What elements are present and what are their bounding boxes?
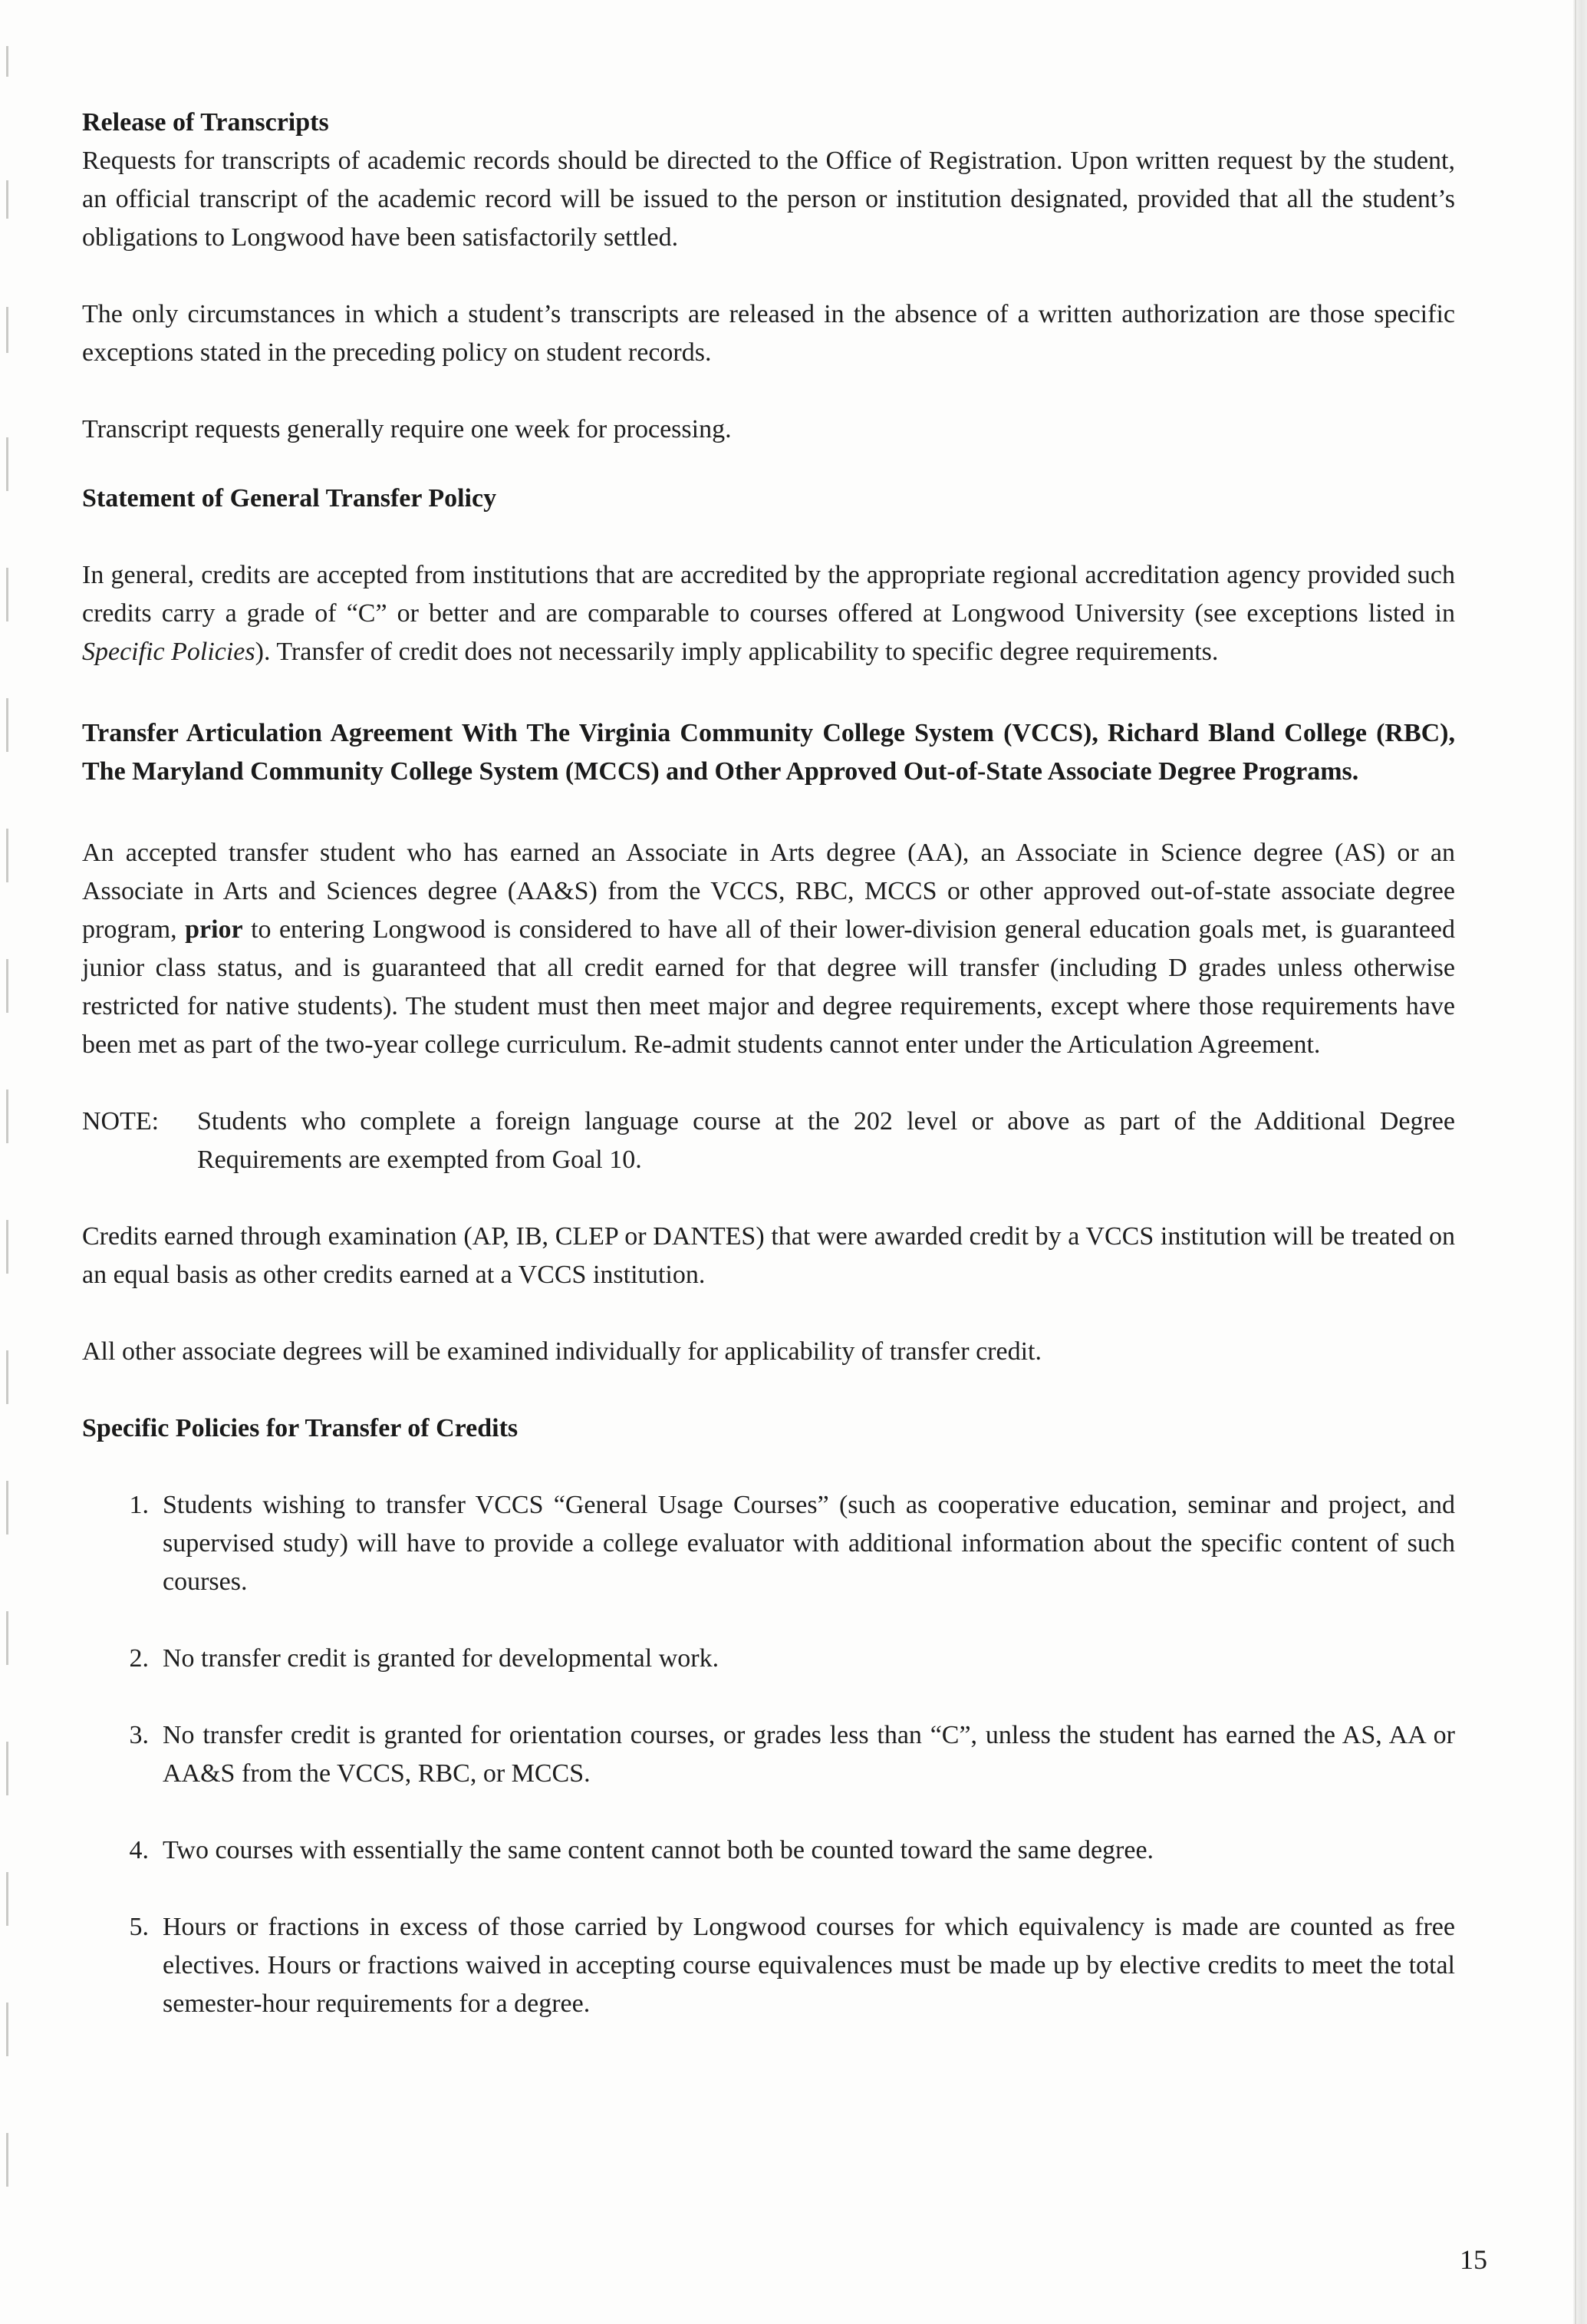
section-heading-release-of-transcripts: Release of Transcripts xyxy=(82,108,329,137)
specific-policies-reference: Specific Policies xyxy=(82,638,255,666)
scan-binding-mark xyxy=(6,1350,8,1404)
scan-binding-mark xyxy=(6,1220,8,1274)
scan-binding-mark xyxy=(6,568,8,621)
list-item-number: 2. xyxy=(129,1644,149,1673)
articulation-paragraph xyxy=(82,834,1455,1064)
list-item-text: Students wishing to transfer VCCS “General Usage Courses” (such as cooperative education, seminar and project, and supervised study) will have to provide a college evaluator with additional information about the specific content of such courses. xyxy=(163,1491,1455,1596)
list-item-text: Two courses with essentially the same content cannot both be counted toward the same degree. xyxy=(163,1836,1154,1864)
section-heading-specific-policies: Specific Policies for Transfer of Credits xyxy=(82,1414,519,1442)
list-item-text: Hours or fractions in excess of those carried by Longwood courses for which equivalency is made are counted as free electives. Hours or fractions waived in accepting course equivalences must be made up by elective credits to meet the total semester-hour requirements for a degree. xyxy=(163,1913,1455,2018)
release-paragraph-1: Requests for transcripts of academic records should be directed to the Office of Registration. Upon written request by the student, an official transcript of the academic record will be issued to the person or institution designated, provided that all the student’s obligations to Longwood have been satisfactorily settled. xyxy=(82,147,1455,252)
list-item xyxy=(82,1640,1455,1678)
general-policy-paragraph xyxy=(82,556,1455,671)
list-item-number: 4. xyxy=(129,1836,149,1864)
list-item xyxy=(82,1486,1455,1601)
articulation-text-start: An accepted transfer student who has earned an Associate in Arts degree (AA), an Associate in Science degree (AS) or an Associate in Arts and Sciences degree (AA&S) from the VCCS, RBC, MCCS or other approved out-of-state associate degree program, xyxy=(82,839,1455,944)
scan-binding-mark xyxy=(6,829,8,882)
list-item-number: 3. xyxy=(129,1721,149,1749)
examination-credits-paragraph: Credits earned through examination (AP, IB, CLEP or DANTES) that were awarded credit by a VCCS institution will be treated on an equal basis as other credits earned at a VCCS institution. xyxy=(82,1222,1455,1289)
scan-binding-mark xyxy=(6,959,8,1013)
other-associate-degrees-paragraph: All other associate degrees will be examined individually for applicability of transfer credit. xyxy=(82,1337,1042,1366)
scan-binding-mark xyxy=(6,2133,8,2187)
list-item-number: 1. xyxy=(129,1491,149,1519)
specific-policies-list xyxy=(82,1486,1455,2023)
page-content xyxy=(82,104,1455,2062)
release-paragraph-3: Transcript requests generally require one week for processing. xyxy=(82,415,732,443)
list-item xyxy=(82,1831,1455,1870)
section-heading-general-transfer-policy: Statement of General Transfer Policy xyxy=(82,484,497,513)
note-text: Students who complete a foreign language course at the 202 level or above as part of the Additional Degree Requirements are exempted from Goal 10. xyxy=(197,1107,1455,1174)
scan-binding-mark xyxy=(6,180,8,219)
scan-right-edge-line xyxy=(1575,0,1576,2324)
list-item-text: No transfer credit is granted for developmental work. xyxy=(163,1644,719,1673)
list-item-text: No transfer credit is granted for orientation courses, or grades less than “C”, unless the student has earned the AS, AA or AA&S from the VCCS, RBC, or MCCS. xyxy=(163,1721,1455,1788)
scan-binding-mark xyxy=(6,698,8,752)
scan-binding-mark xyxy=(6,1089,8,1143)
general-policy-text-start: In general, credits are accepted from institutions that are accredited by the appropriate regional accreditation agency provided such credits carry a grade of “C” or better and are comparable to courses offered at Longwood University (see exceptions listed in xyxy=(82,561,1455,628)
list-item-number: 5. xyxy=(129,1913,149,1941)
note-label: NOTE: xyxy=(82,1107,160,1136)
page-number: 15 xyxy=(1460,2244,1487,2275)
section-heading-articulation-agreement: Transfer Articulation Agreement With The Virginia Community College System (VCCS), Richard Bland College (RBC), The Maryland Community College System (MCCS) and Other Approved Out-of-State Associate Degree Programs. xyxy=(82,719,1455,786)
scan-binding-mark xyxy=(6,1481,8,1534)
scan-binding-mark xyxy=(6,1742,8,1795)
scan-binding-mark xyxy=(6,307,8,353)
scan-binding-mark xyxy=(6,1872,8,1926)
scan-binding-mark xyxy=(6,46,8,77)
list-item xyxy=(82,1908,1455,2023)
general-policy-text-end: ). Transfer of credit does not necessarily imply applicability to specific degree requirements. xyxy=(255,638,1219,666)
scan-binding-mark xyxy=(6,1611,8,1665)
articulation-emphasis-prior: prior xyxy=(185,915,243,944)
scan-binding-mark xyxy=(6,2003,8,2056)
release-paragraph-2: The only circumstances in which a student’s transcripts are released in the absence of a written authorization are those specific exceptions stated in the preceding policy on student records. xyxy=(82,300,1455,367)
list-item xyxy=(82,1716,1455,1793)
note-block xyxy=(82,1103,1455,1179)
scan-binding-mark xyxy=(6,437,8,491)
articulation-text-end: to entering Longwood is considered to have all of their lower-division general education goals met, is guaranteed junior class status, and is guaranteed that all credit earned for that degree will transfer (including D grades unless otherwise restricted for native students). The student must then meet major and degree requirements, except where those requirements have been met as part of the two-year college curriculum. Re-admit students cannot enter under the Articulation Agreement. xyxy=(82,915,1456,1059)
